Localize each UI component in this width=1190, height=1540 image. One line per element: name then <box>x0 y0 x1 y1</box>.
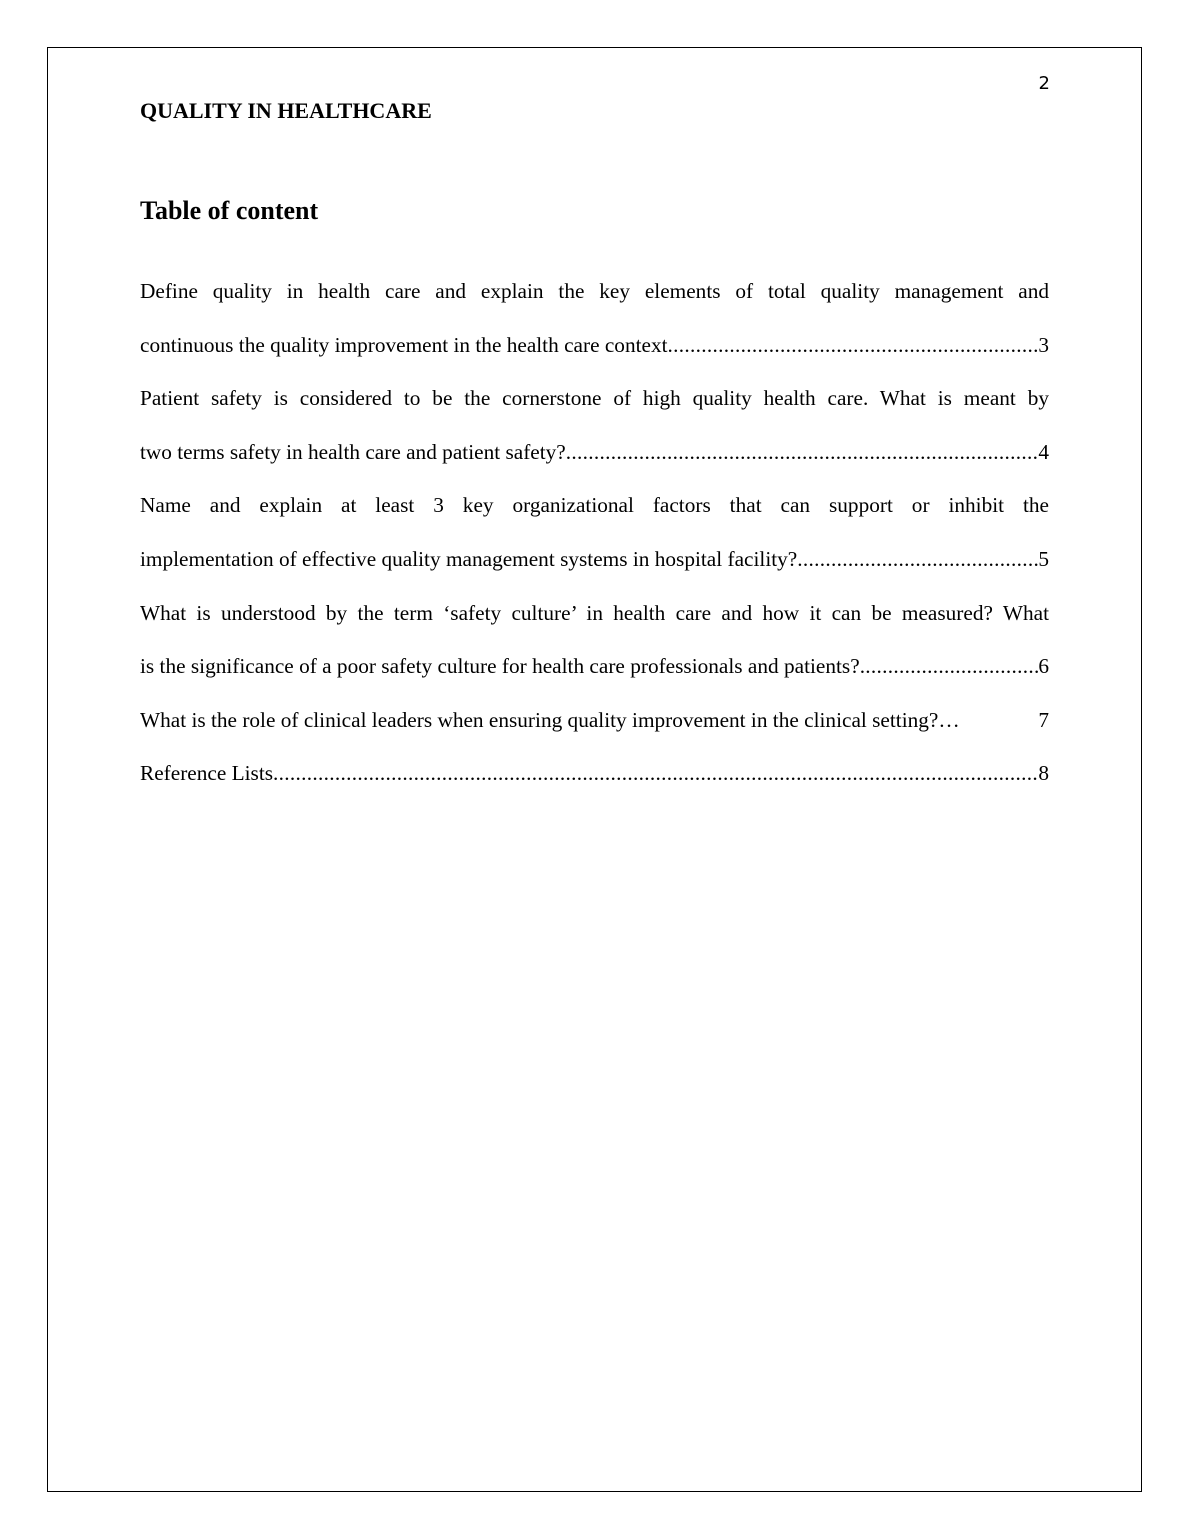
toc-entry-text: Define quality in health care and explain the key elements of total quality management and <box>140 279 1049 303</box>
toc-entry-1-line-1[interactable] <box>140 265 1049 319</box>
page-number: 2 <box>1038 73 1050 94</box>
dot-leader <box>797 533 1038 587</box>
toc-entry-text: What is understood by the term ‘safety culture’ in health care and how it can be measured? What <box>140 600 1049 625</box>
dot-leader <box>273 747 1038 801</box>
toc-entry-4-line-2[interactable] <box>140 640 1049 694</box>
toc-entry-3-line-2[interactable] <box>140 533 1049 587</box>
toc-title: Table of content <box>140 196 319 225</box>
toc-entry-2-line-1[interactable] <box>140 372 1049 426</box>
toc-entry-1-line-2[interactable] <box>140 319 1049 373</box>
toc-entry-page: 5 <box>1038 546 1049 571</box>
running-head: QUALITY IN HEALTHCARE <box>140 98 432 123</box>
toc-entry-page: 4 <box>1038 439 1049 464</box>
toc-entry-text: Patient safety is considered to be the cornerstone of high quality health care. What is meant by <box>140 386 1049 411</box>
table-of-contents <box>140 265 1049 801</box>
toc-entry-text: is the significance of a poor safety culture for health care professionals and patients? <box>140 654 860 679</box>
toc-entry-5[interactable] <box>140 694 1049 748</box>
toc-entry-text: Name and explain at least 3 key organizational factors that can support or inhibit the <box>140 493 1049 518</box>
toc-entry-text: continuous the quality improvement in the health care context <box>140 332 668 357</box>
toc-entry-text: two terms safety in health care and patient safety? <box>140 439 566 464</box>
toc-entry-page: 3 <box>1038 332 1049 357</box>
toc-entry-text: implementation of effective quality management systems in hospital facility? <box>140 546 798 571</box>
toc-entry-6[interactable] <box>140 747 1049 801</box>
toc-entry-3-line-1[interactable] <box>140 479 1049 533</box>
toc-entry-page: 8 <box>1038 761 1049 786</box>
toc-entry-page: 7 <box>1038 707 1049 732</box>
dot-leader <box>668 319 1039 373</box>
toc-entry-text: Reference Lists <box>140 761 274 786</box>
toc-entry-page: 6 <box>1038 654 1049 679</box>
dot-leader <box>566 426 1039 480</box>
toc-entry-4-line-1[interactable] <box>140 587 1049 641</box>
dot-leader <box>860 640 1039 694</box>
toc-entry-text: What is the role of clinical leaders when ensuring quality improvement in the clinical setting?… <box>140 707 960 732</box>
toc-entry-2-line-2[interactable] <box>140 426 1049 480</box>
